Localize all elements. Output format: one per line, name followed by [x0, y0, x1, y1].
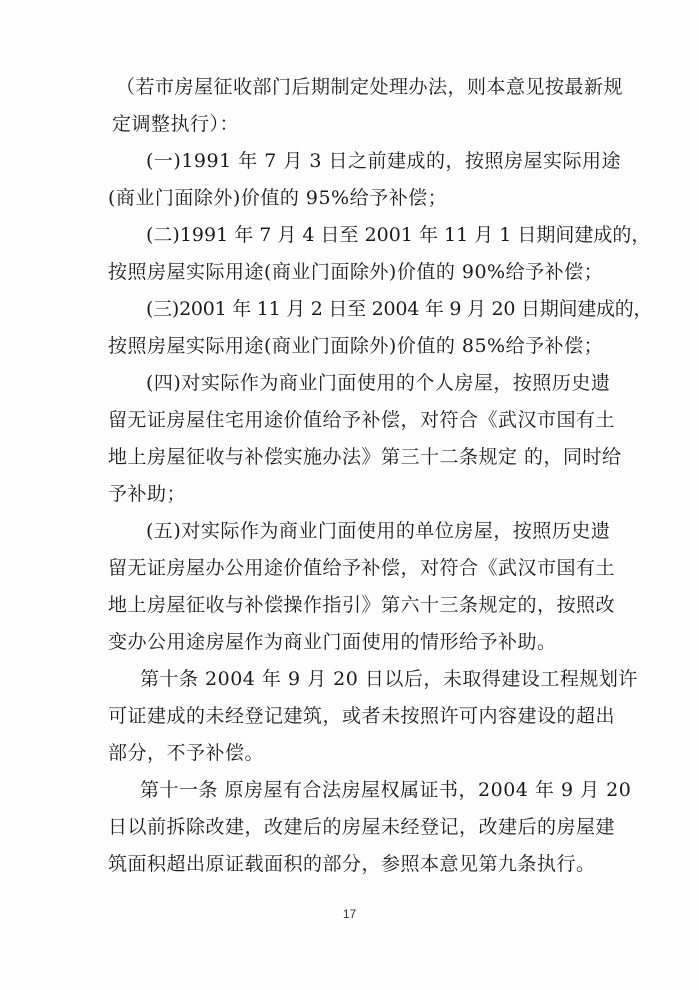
text-line: 予补助；	[108, 483, 187, 505]
text-line: (商业门面除外)价值的 95%给予补偿；	[108, 187, 448, 209]
text-line: (一)1991 年 7 月 3 日之前建成的，按照房屋实际用途	[146, 150, 622, 172]
text-line: 按照房屋实际用途(商业门面除外)价值的 90%给予补偿；	[108, 261, 604, 283]
text-line: 定调整执行）：	[112, 113, 240, 135]
text-line: 留无证房屋住宅用途价值给予补偿，对符合《武汉市国有土	[108, 409, 616, 431]
text-line: 可证建成的未经登记建筑，或者未按照许可内容建设的超出	[108, 705, 616, 727]
text-line: 第十一条 原房屋有合法房屋权属证书，2004 年 9 月 20	[140, 779, 632, 801]
text-line: 第十条 2004 年 9 月 20 日以后，未取得建设工程规划许	[140, 668, 638, 690]
text-line: 日以前拆除改建，改建后的房屋未经登记，改建后的房屋建	[108, 816, 616, 838]
text-line: 留无证房屋办公用途价值给予补偿，对符合《武汉市国有土	[108, 557, 616, 579]
text-line: (四)对实际作为商业门面使用的个人房屋，按照历史遗	[146, 372, 611, 394]
text-line: （若市房屋征收部门后期制定处理办法，则本意见按最新规	[116, 76, 624, 98]
text-line: (三)2001 年 11 月 2 日至 2004 年 9 月 20 日期间建成的，	[146, 298, 653, 320]
text-line: 部分，不予补偿。	[108, 742, 265, 764]
text-line: 地上房屋征收与补偿实施办法》第三十二条规定 的，同时给	[108, 446, 622, 468]
text-line: 变办公用途房屋作为商业门面使用的情形给予补助。	[108, 631, 557, 653]
text-line: 筑面积超出原证载面积的部分，参照本意见第九条执行。	[108, 853, 596, 875]
text-line: 按照房屋实际用途(商业门面除外)价值的 85%给予补偿；	[108, 335, 604, 357]
page-number: 17	[342, 907, 357, 921]
text-line: (五)对实际作为商业门面使用的单位房屋，按照历史遗	[146, 520, 611, 542]
text-line: (二)1991 年 7 月 4 日至 2001 年 11 月 1 日期间建成的，	[146, 224, 651, 246]
text-line: 地上房屋征收与补偿操作指引》第六十三条规定的，按照改	[108, 594, 616, 616]
